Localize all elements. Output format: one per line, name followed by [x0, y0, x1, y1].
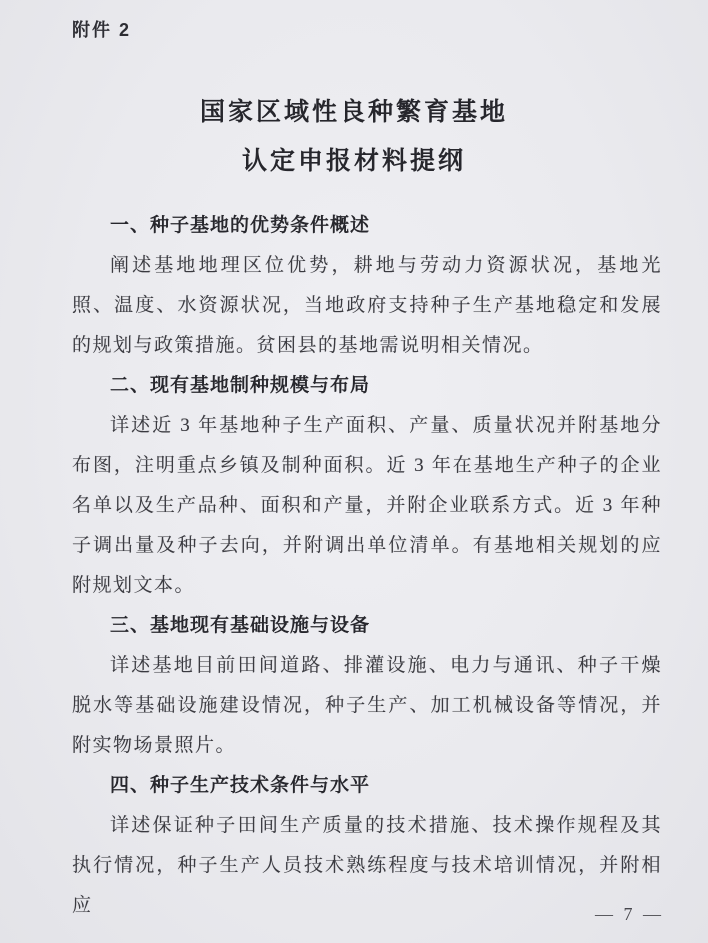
section-4 — [72, 766, 662, 926]
page-number: — 7 — — [595, 904, 664, 924]
section-2-paragraph: 详述近 3 年基地种子生产面积、产量、质量状况并附基地分布图，注明重点乡镇及制种面积。近 3 年在基地生产种子的企业名单以及生产品种、面积和产量，并附企业联系方式。近 3 年种子调出量及种子去向，并附调出单位清单。有基地相关规划的应附规划文本。 — [72, 415, 662, 596]
document-title — [0, 88, 708, 186]
section-4-paragraph: 详述保证种子田间生产质量的技术措施、技术操作规程及其执行情况，种子生产人员技术熟练程度与技术培训情况，并附相应 — [72, 815, 662, 916]
section-2 — [72, 366, 662, 606]
document-body — [72, 206, 662, 926]
document-title-line-2: 认定申报材料提纲 — [241, 148, 466, 175]
document-title-line-1: 国家区域性良种繁育基地 — [199, 99, 508, 126]
section-1 — [72, 206, 662, 366]
section-3-paragraph: 详述基地目前田间道路、排灌设施、电力与通讯、种子干燥脱水等基础设施建设情况，种子生产、加工机械设备等情况，并附实物场景照片。 — [72, 655, 662, 756]
section-4-heading: 四、种子生产技术条件与水平 — [110, 775, 371, 796]
section-3 — [72, 606, 662, 766]
attachment-label: 附件 2 — [72, 20, 132, 40]
section-3-heading: 三、基地现有基础设施与设备 — [110, 615, 371, 636]
section-2-heading: 二、现有基地制种规模与布局 — [110, 375, 371, 396]
section-1-paragraph: 阐述基地地理区位优势，耕地与劳动力资源状况，基地光照、温度、水资源状况，当地政府支持种子生产基地稳定和发展的规划与政策措施。贫困县的基地需说明相关情况。 — [72, 255, 662, 356]
section-1-heading: 一、种子基地的优势条件概述 — [110, 215, 371, 236]
